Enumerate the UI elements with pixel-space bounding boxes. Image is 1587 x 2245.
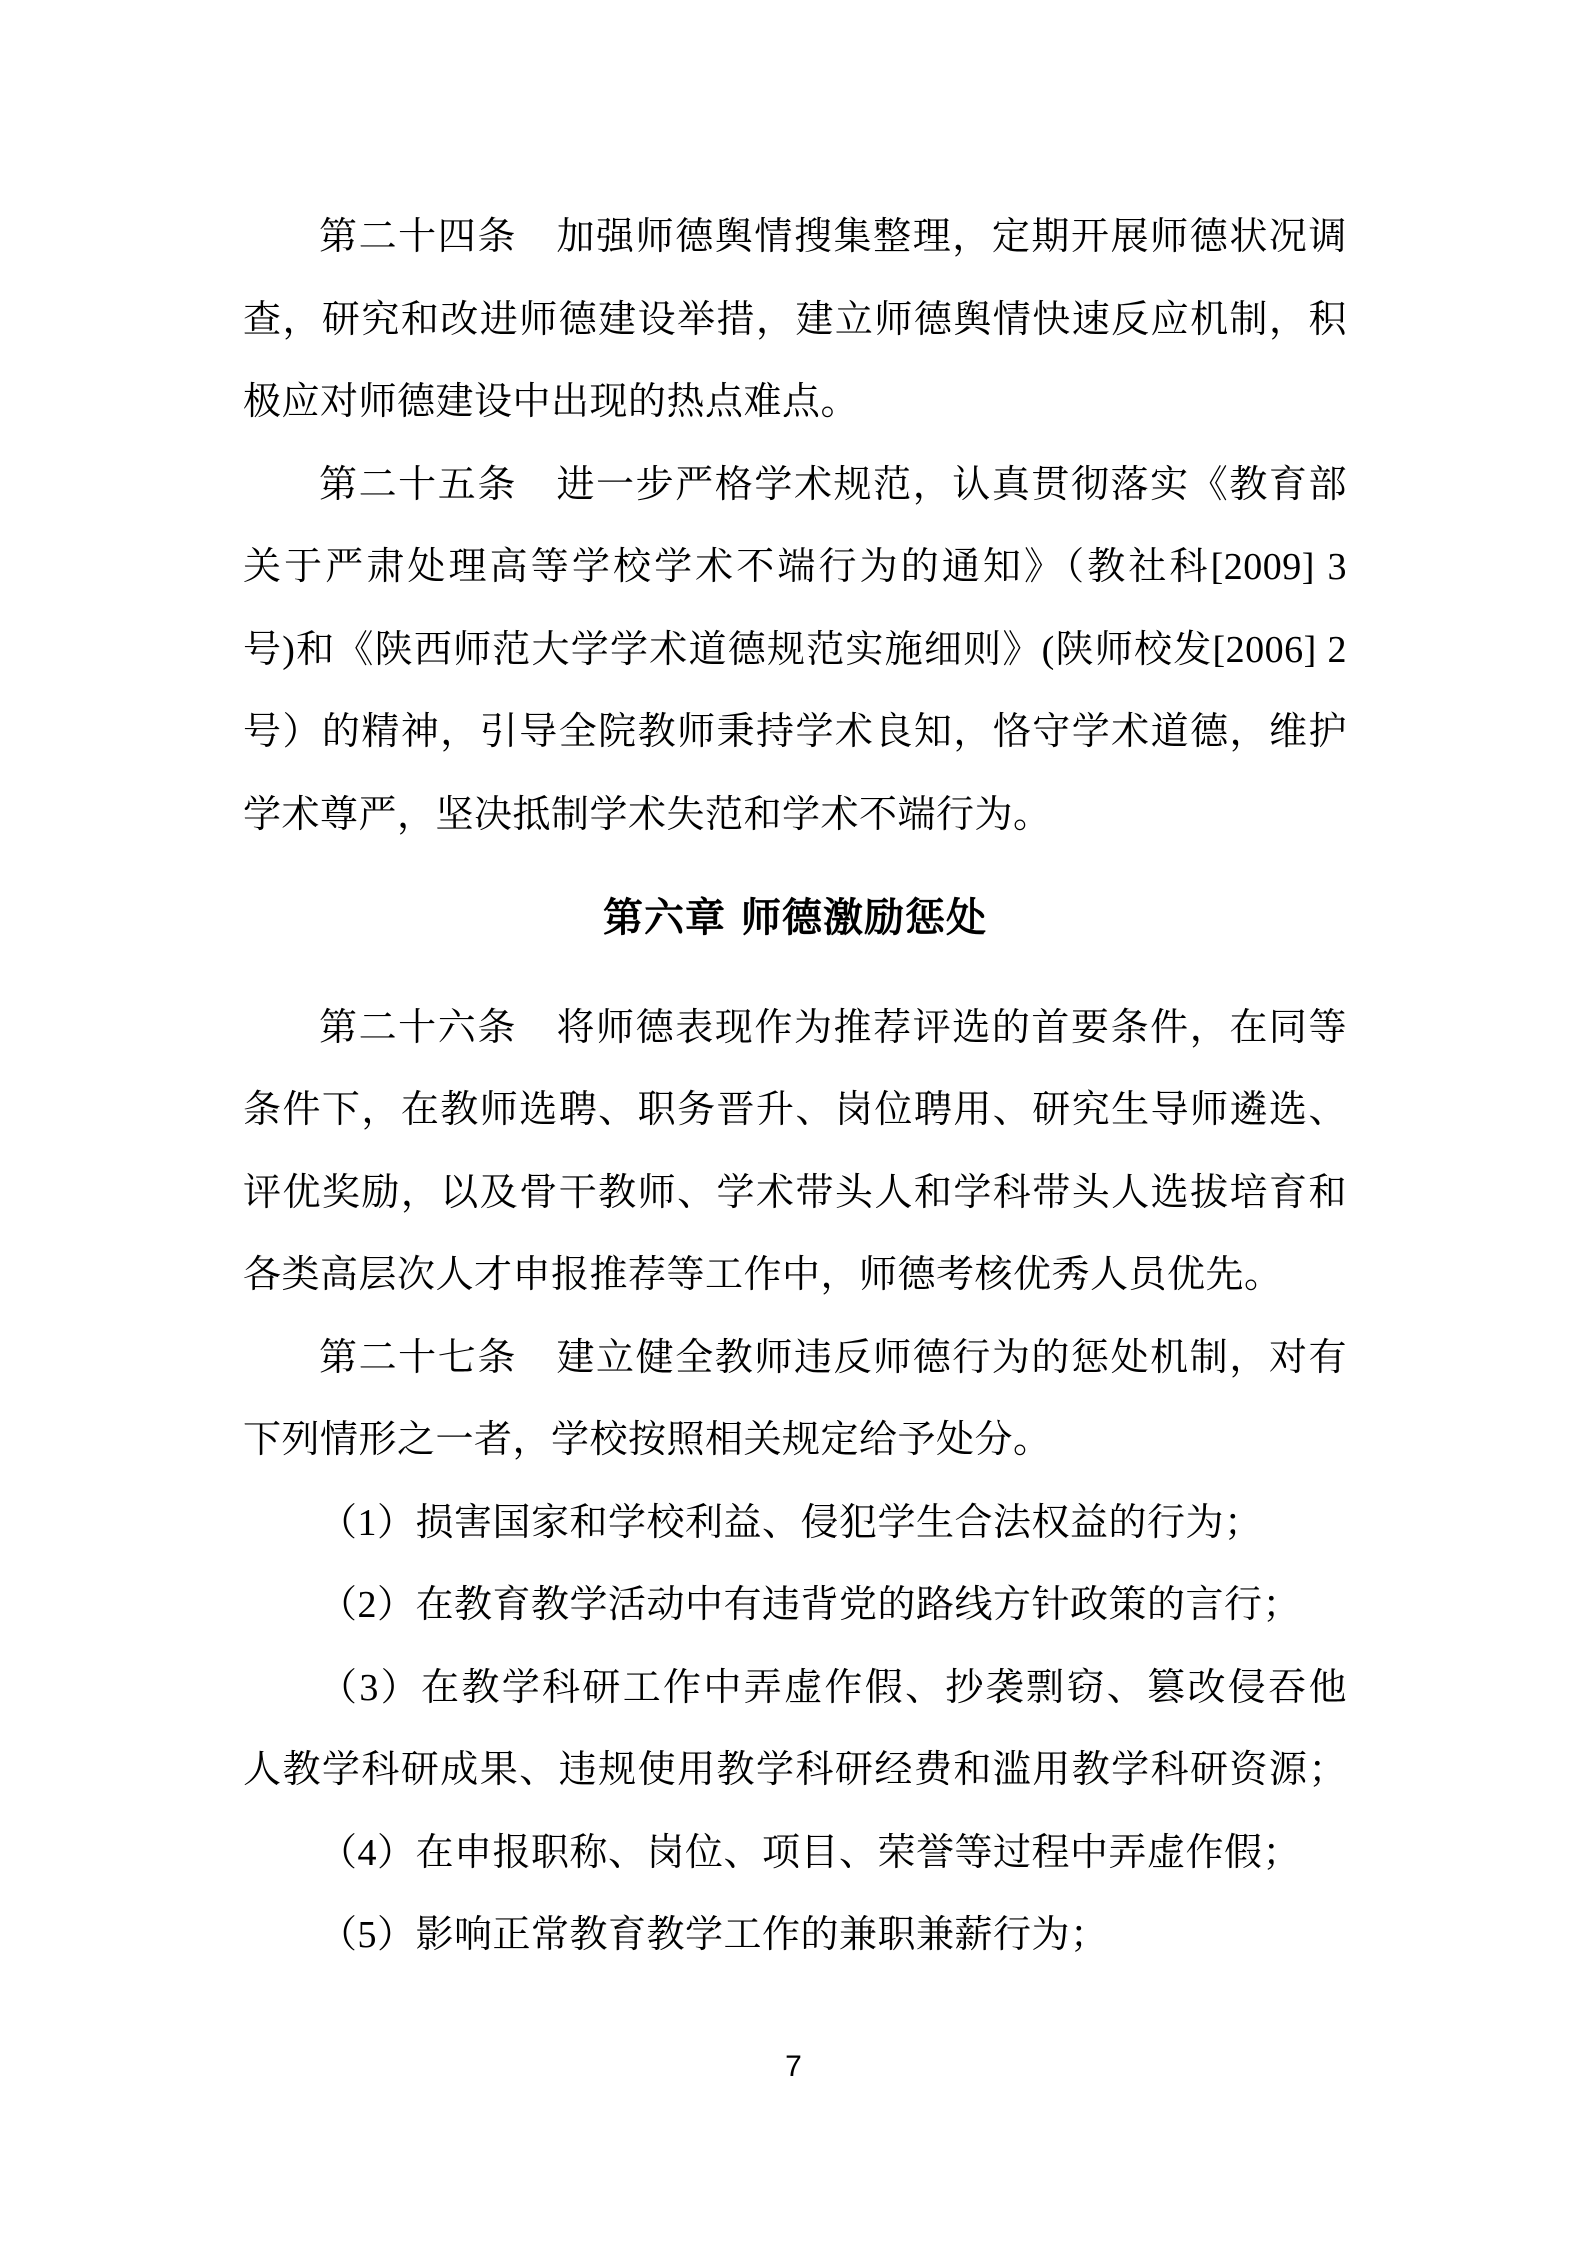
- article-25-line-3: 号)和《陕西师范大学学术道德规范实施细则》(陕师校发[2006] 2: [243, 628, 1347, 671]
- article-25-line-5: 学术尊严，坚决抵制学术失范和学术不端行为。: [243, 793, 1052, 836]
- article-24-line-2: 查，研究和改进师德建设举措，建立师德舆情快速反应机制，积: [243, 298, 1347, 341]
- violation-item-5: （5）影响正常教育教学工作的兼职兼薪行为；: [319, 1914, 1109, 1956]
- article-26-line-3: 评优奖励，以及骨干教师、学术带头人和学科带头人选拔培育和: [243, 1171, 1347, 1214]
- violation-item-3-line-1: （3）在教学科研工作中弄虚作假、抄袭剽窃、篡改侵吞他: [319, 1666, 1347, 1709]
- article-24-line-3: 极应对师德建设中出现的热点难点。: [243, 381, 860, 423]
- violation-item-2: （2）在教育教学活动中有违背党的路线方针政策的言行；: [319, 1584, 1302, 1626]
- article-26-line-1: 第二十六条 将师德表现作为推荐评选的首要条件，在同等: [319, 1006, 1347, 1049]
- article-27-line-2: 下列情形之一者，学校按照相关规定给予处分。: [243, 1419, 1052, 1461]
- article-24-line-1: 第二十四条 加强师德舆情搜集整理，定期开展师德状况调: [319, 216, 1347, 258]
- article-26-line-2: 条件下，在教师选聘、职务晋升、岗位聘用、研究生导师遴选、: [243, 1089, 1347, 1131]
- article-27-line-1: 第二十七条 建立健全教师违反师德行为的惩处机制，对有: [319, 1336, 1347, 1379]
- violation-item-3-line-2: 人教学科研成果、违规使用教学科研经费和滥用教学科研资源；: [243, 1749, 1347, 1791]
- page-number: 7: [785, 2050, 802, 2083]
- article-25-line-2: 关于严肃处理高等学校学术不端行为的通知》（教社科[2009] 3: [243, 546, 1347, 588]
- article-26-line-4: 各类高层次人才申报推荐等工作中，师德考核优秀人员优先。: [243, 1254, 1283, 1296]
- chapter-heading: 第六章 师德激励惩处: [603, 895, 987, 941]
- article-25-line-4: 号）的精神，引导全院教师秉持学术良知，恪守学术道德，维护: [243, 711, 1347, 753]
- article-25-line-1: 第二十五条 进一步严格学术规范，认真贯彻落实《教育部: [319, 463, 1347, 506]
- violation-item-4: （4）在申报职称、岗位、项目、荣誉等过程中弄虚作假；: [319, 1831, 1302, 1874]
- violation-item-1: （1）损害国家和学校利益、侵犯学生合法权益的行为；: [319, 1501, 1263, 1544]
